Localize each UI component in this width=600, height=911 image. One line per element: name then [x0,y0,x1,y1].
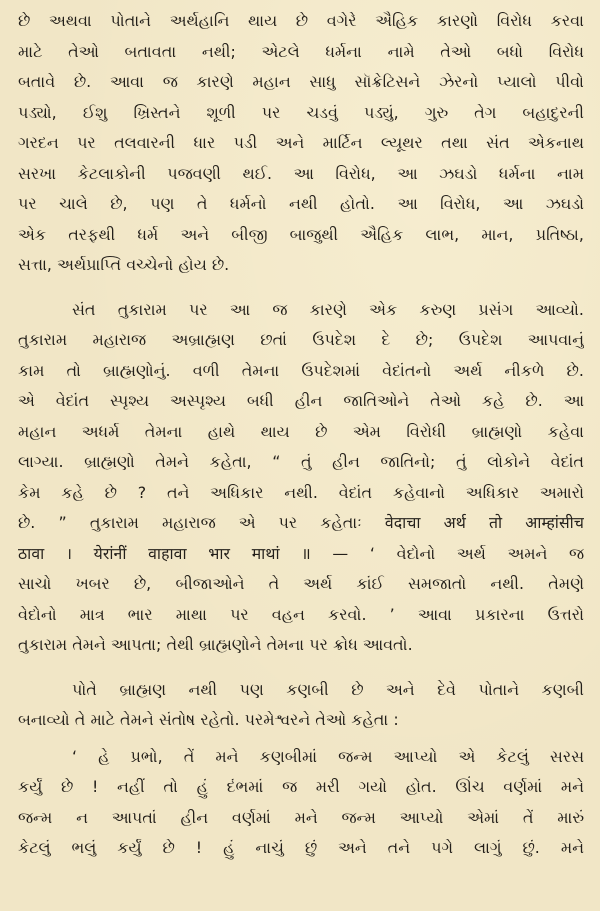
paragraph-1 [18,6,584,281]
text-line: છે અથવા પોતાને અર્થહાનિ થાય છે વગેરે ઐહિક કારણો વિરોધ કરવા [18,11,584,30]
text-line: લાગ્યા. બ્રાહ્મણો તેમને કહેતા, “ તું હીન જાતિનો; તું લોકોને વેદાંત [18,452,584,471]
text-line: વેદોનો માત્ર ભાર માથા પર વહન કરવો. ’ આવા પ્રકારના ઉત્તરો [18,604,584,624]
text-line: એ વેદાંત સ્પૃશ્ય અસ્પૃશ્ય બધી હીન જાતિઓને તેઓ કહે છે. આ [18,391,584,410]
text-line: તુકારામ મહારાજ અબ્રાહ્મણ છતાં ઉપદેશ દે છે; ઉપદેશ આપવાનું [18,330,584,349]
text-line: કર્યું છે ! નહીં તો હું દંભમાં જ મરી ગયો હોત. ઊંચ વર્ણમાં મને [18,777,584,796]
text-line: કામ તો બ્રાહ્મણોનું. વળી તેમના ઉપદેશમાં વેદાંતનો અર્થ નીકળે છે. [18,360,584,380]
text-line: ठावा । येरांनीं वाहावा भार माथां ॥ — ‘ વેદોનો અર્થ અમને જ [18,543,584,563]
paragraph-spacer [18,281,584,295]
text-line: જન્મ ન આપતાં હીન વર્ણમાં મને જન્મ આપ્યો એમાં તેં મારું [18,807,584,827]
text-line: કેમ કહે છે ? તને અધિકાર નથી. વેદાંત કહેવાનો અધિકાર અમારો [18,482,584,502]
text-line: ‘ હે પ્રભો, તેં મને કણબીમાં જન્મ આપ્યો એ કેટલું સરસ [72,746,584,766]
text-line: સત્તા, અર્થપ્રાપ્તિ વચ્ચેનો હોય છે. [18,255,230,274]
text-line: છે. ” તુકારામ મહારાજ એ પર કહેતાઃ वेदाचा अर्थ तो आम्हांसीच [18,513,584,532]
text-line: પડ્યો, ઈશુ ખ્રિસ્તને શૂળી પર ચડવું પડ્યું, ગુરુ તેગ બહાદુરની [18,102,584,122]
text-line: માટે તેઓ બતાવતા નથી; એટલે ધર્મના નામે તેઓ બધો વિરોધ [18,41,584,61]
text-line: મહાન અધર્મ તેમના હાથે થાય છે એમ વિરોધી બ્રાહ્મણો કહેવા [18,421,584,441]
text-line: એક તરફથી ધર્મ અને બીજી બાજુથી ઐહિક લાભ, માન, પ્રતિષ્ઠા, [18,224,584,244]
paragraph-spacer [18,661,584,675]
text-line: સરખા કેટલાકોની પજવણી થઈ. આ વિરોધ, આ ઝઘડો ધર્મના નામ [18,163,584,183]
text-line: કેટલું ભલું કર્યું છે ! હું નાચું છું અને તને પગે લાગું છું. મને [18,838,584,857]
text-line: સાચો ખબર છે, બીજાઓને તે અર્થ કાંઈ સમજાતો નથી. તેમણે [18,574,584,593]
text-line: પોતે બ્રાહ્મણ નથી પણ કણબી છે અને દેવે પોતાને કણબી [72,679,584,699]
text-line: તુકારામ તેમને આપતા; તેથી બ્રાહ્મણોને તેમના પર ક્રોધ આવતો. [18,635,413,654]
paragraph-4-quote [18,742,584,864]
paragraph-2 [18,295,584,661]
text-line: ગરદન પર તલવારની ધાર પડી અને માર્ટિન લ્યૂથર તથા સંત એકનાથ [18,133,584,152]
text-line: સંત તુકારામ પર આ જ કારણે એક કરુણ પ્રસંગ આવ્યો. [72,299,584,319]
text-line: બતાવે છે. આવા જ કારણે મહાન સાધુ સૉક્રેટિસને ઝેરનો પ્યાલો પીવો [18,72,584,91]
text-line: પર ચાલે છે, પણ તે ધર્મનો નથી હોતો. આ વિરોધ, આ ઝઘડો [18,194,584,213]
text-line: બનાવ્યો તે માટે તેમને સંતોષ રહેતો. પરમેશ્વરને તેઓ કહેતા : [18,710,399,729]
paragraph-3 [18,675,584,736]
